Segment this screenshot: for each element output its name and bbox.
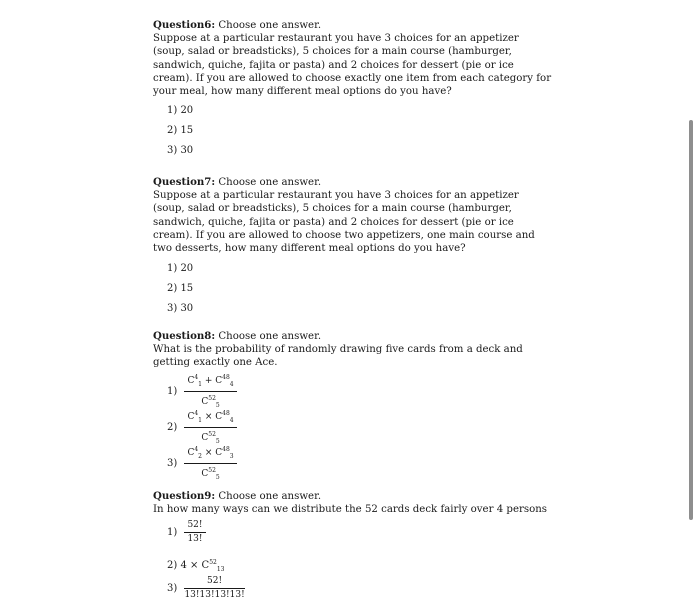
question-9-instruction: Choose one answer. [218, 491, 322, 502]
numerator: 52! [184, 520, 205, 533]
vertical-scrollbar[interactable] [689, 120, 693, 520]
question-8-body: What is the probability of randomly drawing five cards from a deck and getting exactly one Ace. [153, 344, 523, 369]
numerator: $C^4_1 + C^{48}_4$ [184, 372, 236, 392]
question-8-option-3[interactable]: 3) $\frac{C^4_2 \times C^{48}_3}{C^{52}_5}$ [167, 444, 237, 483]
question-9-option-3[interactable]: 3) $\frac{52!}{13!13!13!13!}$ [167, 576, 245, 601]
question-7-instruction: Choose one answer. [218, 177, 322, 188]
numerator: $C^4_1 \times C^{48}_4$ [184, 408, 236, 428]
question-8-option-1[interactable]: 1) $\frac{C^4_1 + C^{48}_4}{C^{52}_5}$ [167, 372, 237, 411]
question-6-option-2[interactable]: 2) 15 [167, 125, 194, 137]
question-7-title: Question7: [153, 176, 216, 188]
question-8-instruction: Choose one answer. [218, 331, 322, 342]
fraction [184, 444, 236, 483]
question-6-title: Question6: [153, 19, 216, 31]
question-8 [153, 330, 553, 481]
question-9 [153, 490, 553, 601]
denominator: $C^{52}_5$ [201, 430, 220, 445]
question-6-body: Suppose at a particular restaurant you have 3 choices for an appetizer (soup, salad or breadsticks), 5 choices for a main course (hamburger, sandwich, quiche, fajita or pasta) and 2 choices for dessert (pie or ice cream). If you are allowed to choose exactly one item from each category for your meal, how many different meal options do you have? [153, 33, 552, 98]
denominator: $C^{52}_5$ [201, 466, 220, 481]
question-9-option-2[interactable]: 2) $4 \times C^{52}_{13}$ [167, 559, 225, 574]
question-9-body: In how many ways can we distribute the 52 cards deck fairly over 4 persons [153, 504, 547, 516]
denominator: $C^{52}_5$ [201, 394, 220, 409]
question-7 [153, 176, 553, 315]
numerator: 52! [184, 576, 244, 589]
fraction [184, 372, 236, 411]
denominator: 13!13!13!13! [184, 590, 245, 601]
question-9-option-1[interactable]: 1) $\frac{52!}{13!}$ [167, 520, 206, 545]
question-9-title: Question9: [153, 490, 216, 502]
question-6-instruction: Choose one answer. [218, 20, 322, 31]
question-6-option-3[interactable]: 3) 30 [167, 145, 194, 157]
fraction [184, 408, 236, 447]
fraction [184, 576, 244, 601]
denominator: 13! [187, 534, 203, 545]
question-7-body: Suppose at a particular restaurant you have 3 choices for an appetizer (soup, salad or breadsticks), 5 choices for a main course (hamburger, sandwich, quiche, fajita or pasta) and 2 choices for dessert (pie or ice cream). If you are allowed to choose two appetizers, one main course and two desserts, how many different meal options do you have? [153, 190, 535, 255]
question-8-title: Question8: [153, 330, 216, 342]
question-6-option-1[interactable]: 1) 20 [167, 105, 194, 117]
question-7-option-1[interactable]: 1) 20 [167, 263, 194, 275]
question-7-option-2[interactable]: 2) 15 [167, 283, 194, 295]
question-7-option-3[interactable]: 3) 30 [167, 303, 194, 315]
fraction [184, 520, 205, 545]
question-6 [153, 19, 553, 157]
question-8-option-2[interactable]: 2) $\frac{C^4_1 \times C^{48}_4}{C^{52}_5}$ [167, 408, 237, 447]
numerator: $C^4_2 \times C^{48}_3$ [184, 444, 236, 464]
